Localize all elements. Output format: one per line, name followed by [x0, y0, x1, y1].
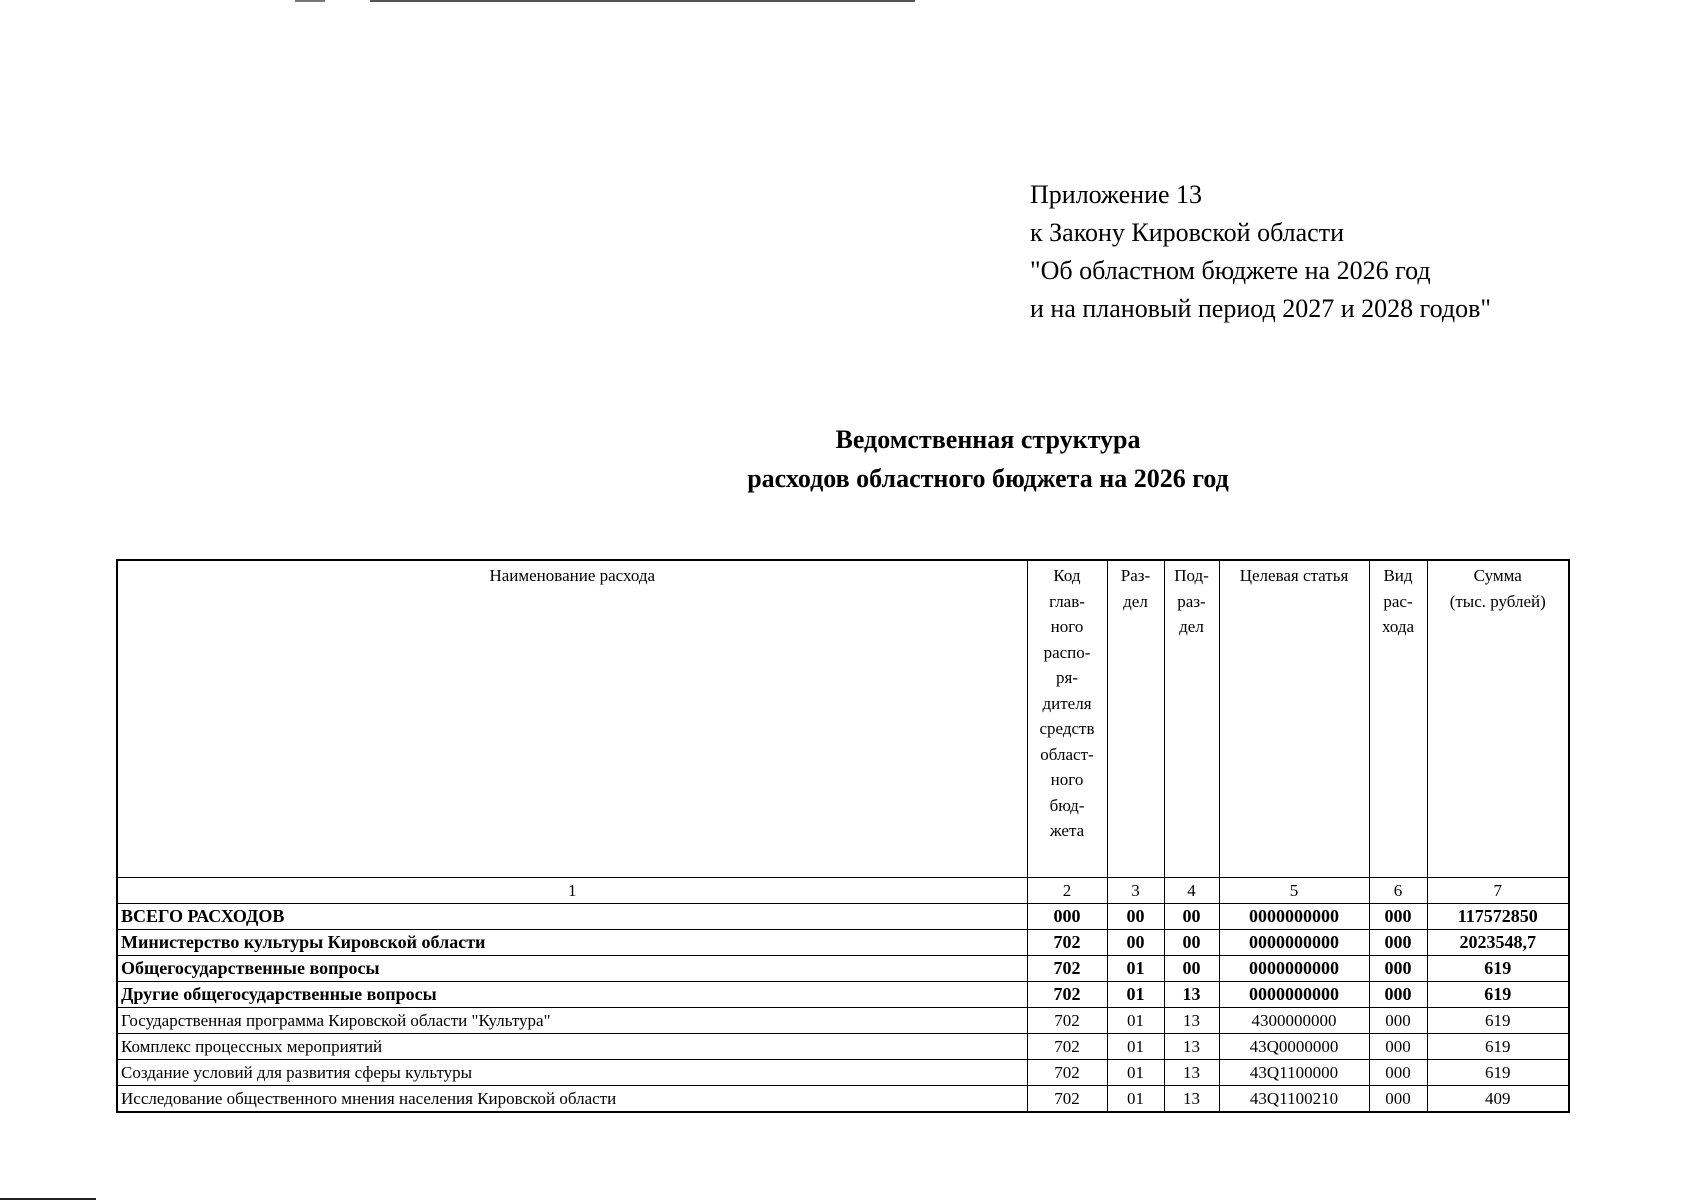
cell-section: 01: [1107, 982, 1164, 1008]
cell-sum: 619: [1427, 1008, 1569, 1034]
cell-subsection: 13: [1164, 1060, 1219, 1086]
appendix-line: Приложение 13: [1030, 180, 1203, 209]
cell-section: 01: [1107, 1034, 1164, 1060]
cell-subsection: 13: [1164, 982, 1219, 1008]
column-number: 2: [1027, 878, 1107, 904]
cell-code: 702: [1027, 982, 1107, 1008]
cell-section: 01: [1107, 1086, 1164, 1113]
table-row: [117, 1086, 1569, 1113]
cell-section: 01: [1107, 956, 1164, 982]
cell-sum: 2023548,7: [1427, 930, 1569, 956]
cell-expense-type: 000: [1369, 1034, 1427, 1060]
cell-expense-name: Общегосударственные вопросы: [117, 956, 1027, 982]
cell-expense-type: 000: [1369, 1086, 1427, 1113]
cell-code: 702: [1027, 956, 1107, 982]
column-number: 5: [1219, 878, 1369, 904]
header-name: Наименование расхода: [117, 560, 1027, 878]
table-row: [117, 1060, 1569, 1086]
cell-code: 702: [1027, 930, 1107, 956]
column-number: 3: [1107, 878, 1164, 904]
cell-expense-name: Министерство культуры Кировской области: [117, 930, 1027, 956]
title-line-2: расходов областного бюджета на 2026 год: [747, 464, 1229, 493]
table-row: [117, 956, 1569, 982]
cell-target-item: 0000000000: [1219, 930, 1369, 956]
column-number: 4: [1164, 878, 1219, 904]
header-sum: Сумма (тыс. рублей): [1427, 560, 1569, 878]
appendix-line: "Об областном бюджете на 2026 год: [1030, 256, 1431, 285]
cell-target-item: 0000000000: [1219, 904, 1369, 930]
budget-table: [116, 559, 1570, 1113]
cell-expense-type: 000: [1369, 956, 1427, 982]
cell-subsection: 00: [1164, 930, 1219, 956]
header-row: [117, 560, 1569, 878]
cell-target-item: 43Q1100210: [1219, 1086, 1369, 1113]
cell-target-item: 0000000000: [1219, 982, 1369, 1008]
cell-sum: 619: [1427, 1060, 1569, 1086]
cell-target-item: 4300000000: [1219, 1008, 1369, 1034]
scan-artifact-line: [370, 0, 915, 2]
cell-target-item: 43Q0000000: [1219, 1034, 1369, 1060]
scan-artifact-line: [295, 0, 325, 2]
cell-section: 01: [1107, 1060, 1164, 1086]
cell-sum: 619: [1427, 982, 1569, 1008]
cell-code: 702: [1027, 1086, 1107, 1113]
cell-code: 000: [1027, 904, 1107, 930]
header-section: Раз- дел: [1107, 560, 1164, 878]
column-number-row: [117, 878, 1569, 904]
header-expense-type: Вид рас- хода: [1369, 560, 1427, 878]
cell-sum: 619: [1427, 956, 1569, 982]
cell-expense-name: Другие общегосударственные вопросы: [117, 982, 1027, 1008]
cell-subsection: 13: [1164, 1008, 1219, 1034]
cell-code: 702: [1027, 1060, 1107, 1086]
cell-expense-type: 000: [1369, 982, 1427, 1008]
header-subsection: Под- раз- дел: [1164, 560, 1219, 878]
header-target-item: Целевая статья: [1219, 560, 1369, 878]
column-number: 7: [1427, 878, 1569, 904]
appendix-reference: [1030, 176, 1491, 328]
appendix-line: к Закону Кировской области: [1030, 218, 1344, 247]
cell-expense-type: 000: [1369, 930, 1427, 956]
header-code: Код глав- ного распо- ря- дителя средств област- ного бюд- жета: [1027, 560, 1107, 878]
cell-target-item: 43Q1100000: [1219, 1060, 1369, 1086]
cell-subsection: 00: [1164, 904, 1219, 930]
cell-expense-type: 000: [1369, 1060, 1427, 1086]
cell-expense-type: 000: [1369, 1008, 1427, 1034]
cell-code: 702: [1027, 1008, 1107, 1034]
table-row: [117, 982, 1569, 1008]
column-number: 1: [117, 878, 1027, 904]
appendix-line: и на плановый период 2027 и 2028 годов": [1030, 294, 1492, 323]
cell-sum: 409: [1427, 1086, 1569, 1113]
cell-target-item: 0000000000: [1219, 956, 1369, 982]
table-row: [117, 1034, 1569, 1060]
cell-expense-name: ВСЕГО РАСХОДОВ: [117, 904, 1027, 930]
cell-code: 702: [1027, 1034, 1107, 1060]
cell-sum: 619: [1427, 1034, 1569, 1060]
table-row: [117, 904, 1569, 930]
cell-subsection: 13: [1164, 1086, 1219, 1113]
cell-section: 00: [1107, 904, 1164, 930]
document-title: [0, 420, 1696, 498]
cell-sum: 117572850: [1427, 904, 1569, 930]
cell-expense-name: Государственная программа Кировской области "Культура": [117, 1008, 1027, 1034]
cell-section: 01: [1107, 1008, 1164, 1034]
cell-expense-type: 000: [1369, 904, 1427, 930]
table-row: [117, 930, 1569, 956]
cell-section: 00: [1107, 930, 1164, 956]
column-number: 6: [1369, 878, 1427, 904]
cell-expense-name: Исследование общественного мнения населения Кировской области: [117, 1086, 1027, 1113]
cell-expense-name: Создание условий для развития сферы культуры: [117, 1060, 1027, 1086]
title-line-1: Ведомственная структура: [835, 425, 1141, 454]
cell-subsection: 13: [1164, 1034, 1219, 1060]
cell-subsection: 00: [1164, 956, 1219, 982]
table-row: [117, 1008, 1569, 1034]
cell-expense-name: Комплекс процессных мероприятий: [117, 1034, 1027, 1060]
